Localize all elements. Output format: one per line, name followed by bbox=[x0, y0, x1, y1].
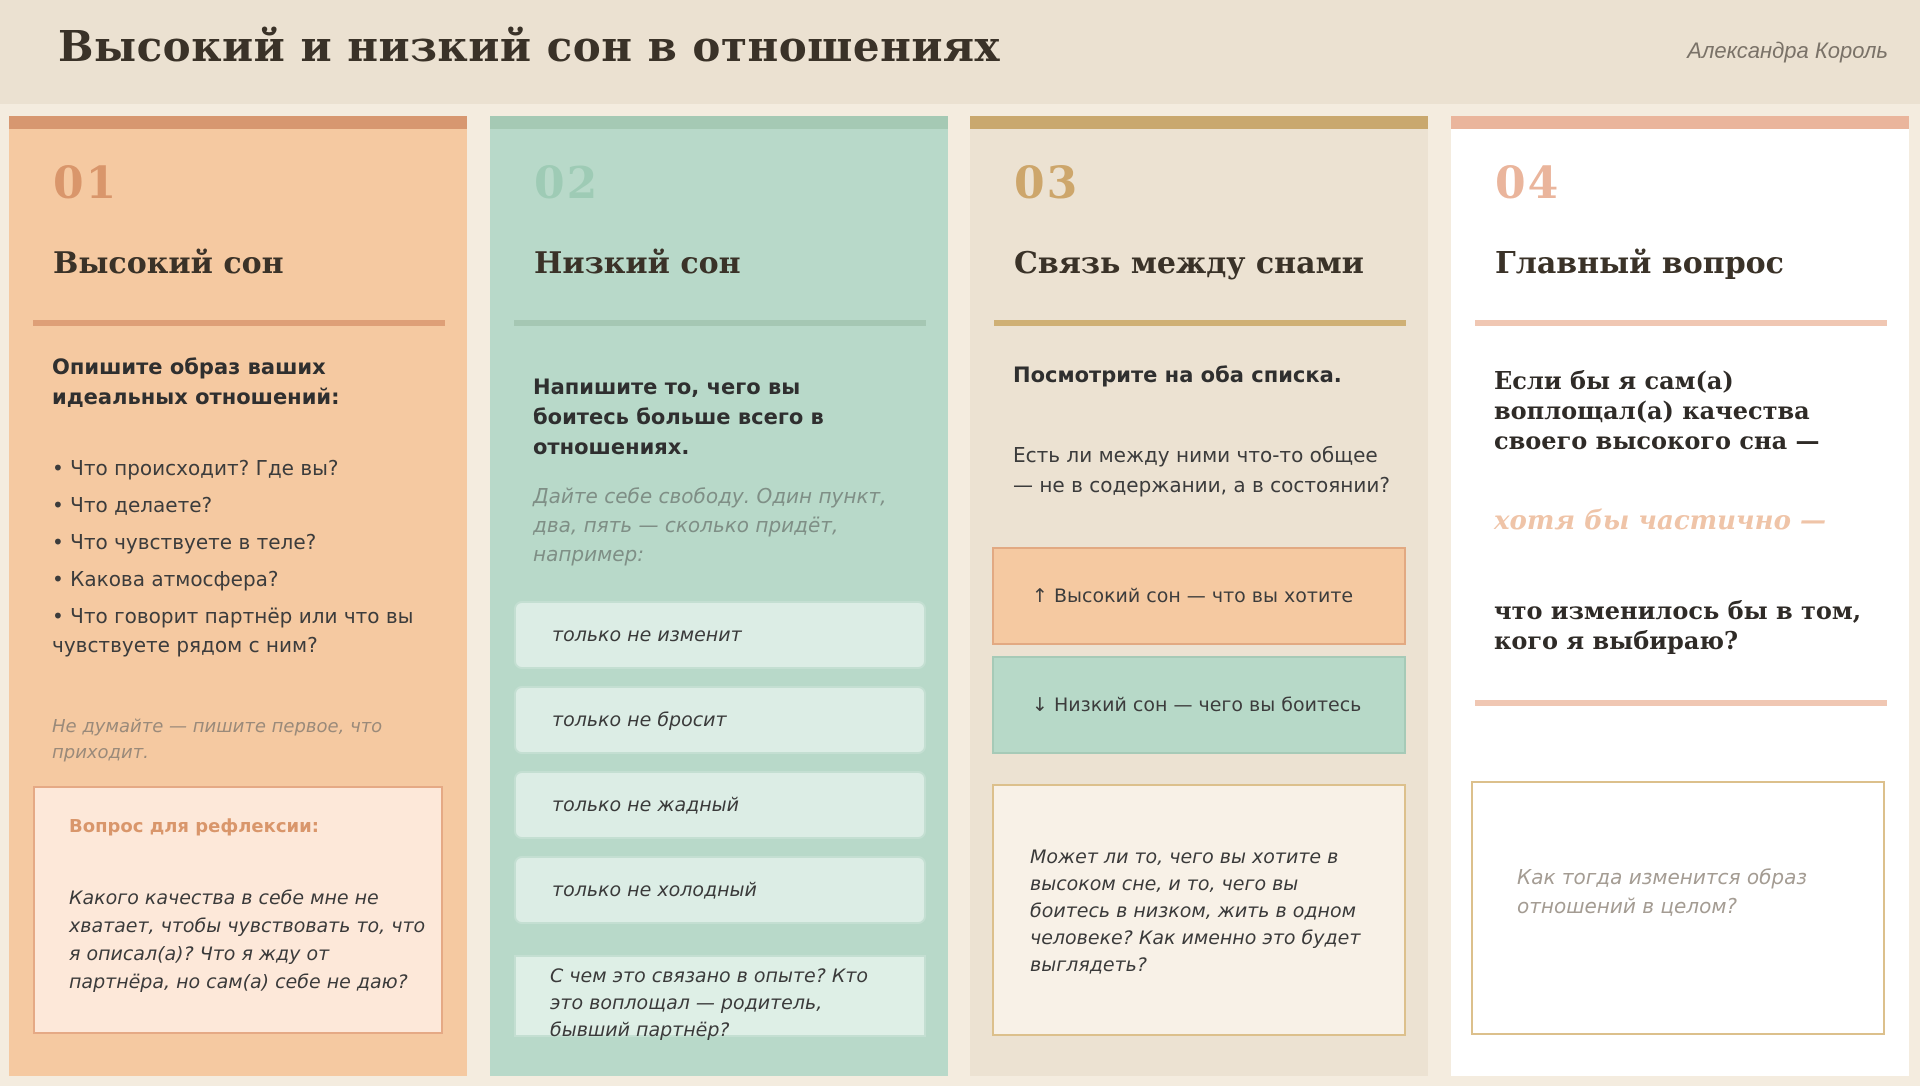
legend-low-dream: ↓ Низкий сон — чего вы боитесь bbox=[992, 656, 1406, 754]
column-number: 04 bbox=[1495, 158, 1561, 209]
divider bbox=[33, 320, 445, 326]
column-prompt: Опишите образ ваших идеальных отношений: bbox=[52, 355, 340, 409]
example-item: только не изменит bbox=[514, 601, 926, 669]
divider bbox=[1475, 320, 1887, 326]
list-item: • Что чувствуете в теле? bbox=[52, 528, 442, 557]
main-question-part2: что изменилось бы в том, кого я выбираю? bbox=[1494, 596, 1862, 655]
column-number: 02 bbox=[534, 158, 600, 209]
column-prompt: Посмотрите на оба списка. bbox=[1013, 363, 1342, 387]
hint-text: Не думайте — пишите первое, что приходит. bbox=[52, 716, 383, 763]
column-prompt: Напишите то, чего вы боитесь больше всего в отношениях. bbox=[533, 375, 824, 459]
hint-text: Дайте себе свободу. Один пункт, два, пять — сколько придёт, например: bbox=[533, 484, 887, 566]
reflection-label: Вопрос для рефлексии: bbox=[69, 816, 319, 837]
column-question: Есть ли между ними что-то общее — не в содержании, а в состоянии? bbox=[1013, 443, 1390, 497]
question-box-text: Может ли то, чего вы хотите в высоком сне, и то, чего вы боитесь в низком, жить в одном человеке? Как именно это будет выглядеть? bbox=[1030, 846, 1361, 976]
example-item: только не бросит bbox=[514, 686, 926, 754]
list-item: • Что говорит партнёр или что вы чувствуете рядом с ним? bbox=[52, 602, 442, 660]
accent-phrase: хотя бы частично — bbox=[1494, 506, 1826, 536]
column-accent-bar bbox=[970, 116, 1428, 129]
question-box bbox=[992, 784, 1406, 1036]
column-heading: Высокий сон bbox=[53, 246, 284, 281]
column-heading: Низкий сон bbox=[534, 246, 741, 281]
experience-box bbox=[514, 955, 926, 1041]
column-connection bbox=[970, 116, 1428, 1076]
reflection-box bbox=[33, 786, 443, 1034]
experience-text: С чем это связано в опыте? Кто это воплощал — родитель, бывший партнёр? bbox=[550, 965, 869, 1041]
main-question-part1: Если бы я сам(а) воплощал(а) качества своего высокого сна — bbox=[1494, 366, 1820, 455]
column-accent-bar bbox=[1451, 116, 1909, 129]
header bbox=[0, 0, 1920, 104]
legend-high-dream: ↑ Высокий сон — что вы хотите bbox=[992, 547, 1406, 645]
column-high-dream bbox=[9, 116, 467, 1076]
reflection-text: Какого качества в себе мне не хватает, чтобы чувствовать то, что я описал(а)? Что я жду от партнёра, но сам(а) себе не даю? bbox=[69, 887, 426, 993]
answer-box[interactable] bbox=[1471, 781, 1885, 1035]
list-item: • Что происходит? Где вы? bbox=[52, 454, 442, 483]
example-item: только не жадный bbox=[514, 771, 926, 839]
answer-prompt: Как тогда изменится образ отношений в целом? bbox=[1517, 865, 1808, 918]
column-accent-bar bbox=[490, 116, 948, 129]
column-number: 03 bbox=[1014, 158, 1080, 209]
column-main-question bbox=[1451, 116, 1909, 1076]
list-item: • Какова атмосфера? bbox=[52, 565, 442, 594]
list-item: • Что делаете? bbox=[52, 491, 442, 520]
question-list bbox=[52, 454, 442, 668]
column-accent-bar bbox=[9, 116, 467, 129]
divider bbox=[1475, 700, 1887, 706]
divider bbox=[994, 320, 1406, 326]
column-heading: Главный вопрос bbox=[1495, 246, 1784, 281]
column-heading: Связь между снами bbox=[1014, 246, 1364, 281]
divider bbox=[514, 320, 926, 326]
author-name: Александра Король bbox=[1687, 38, 1888, 63]
example-item: только не холодный bbox=[514, 856, 926, 924]
page-title: Высокий и низкий сон в отношениях bbox=[58, 22, 1001, 71]
column-number: 01 bbox=[53, 158, 119, 209]
column-low-dream bbox=[490, 116, 948, 1076]
